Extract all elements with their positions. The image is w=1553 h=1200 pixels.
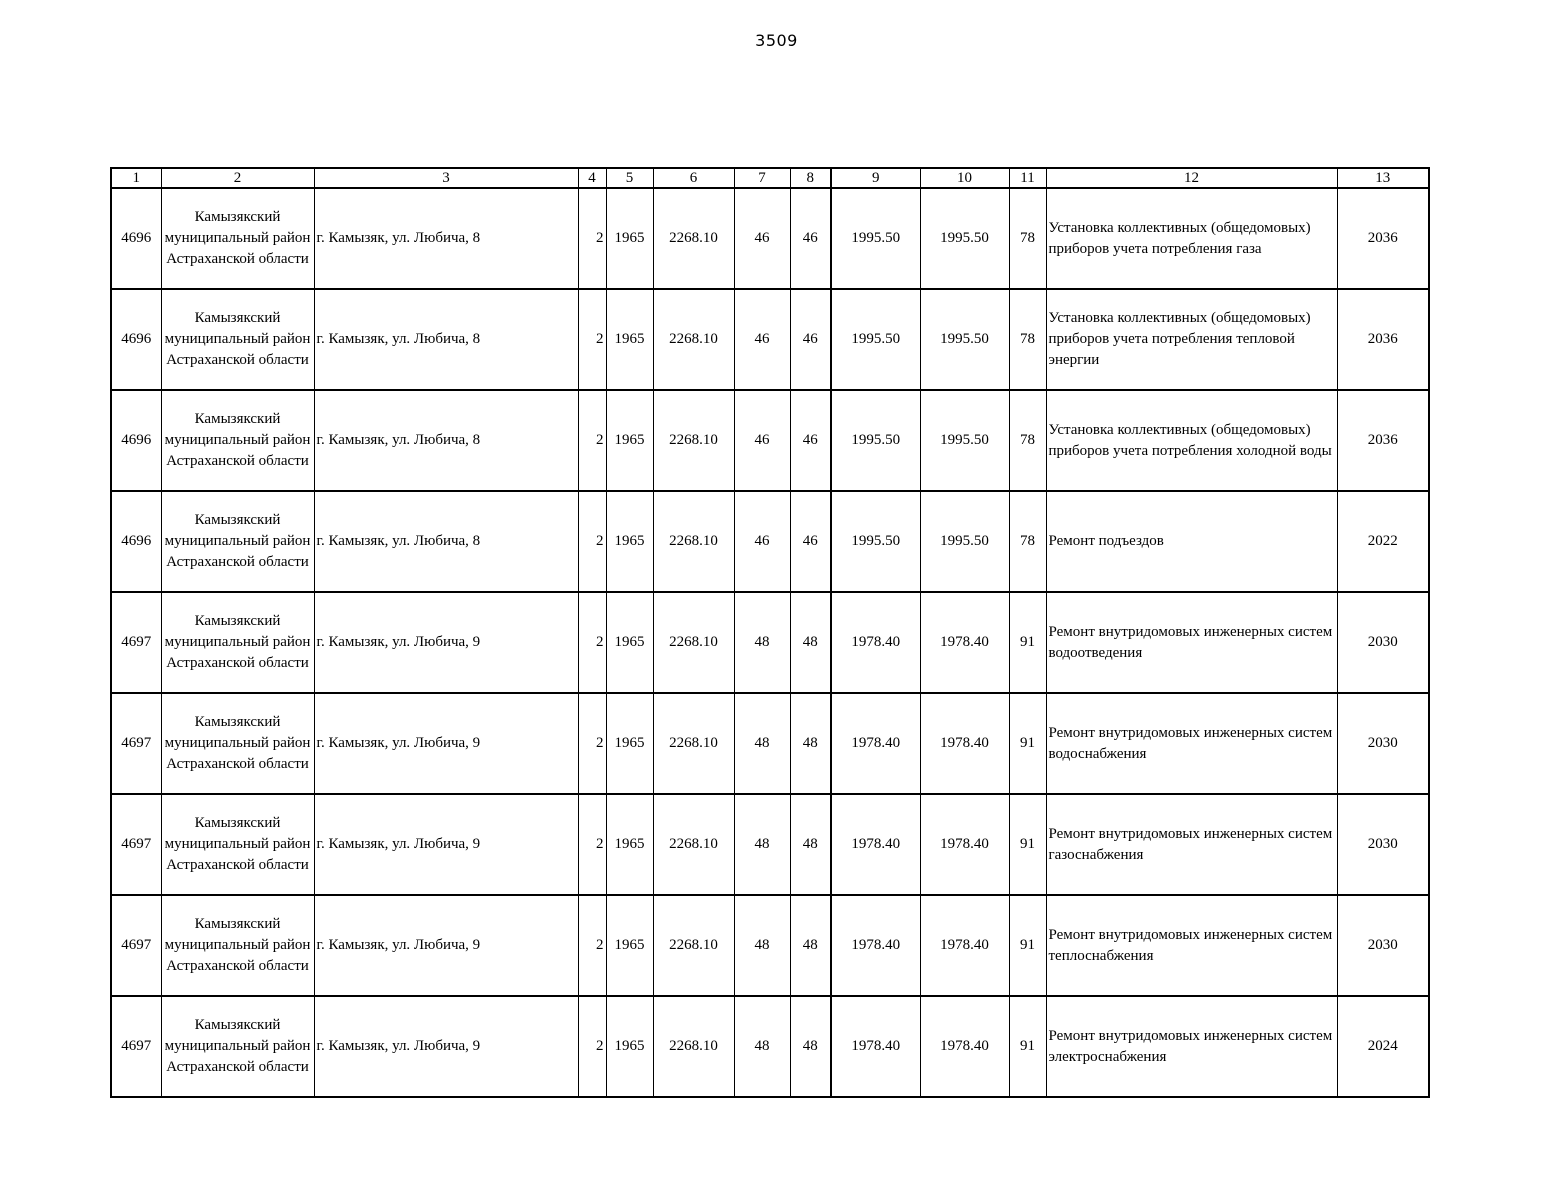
row-number-cell: 4696 [111,390,161,491]
row-number-cell: 4697 [111,996,161,1097]
work-type-cell: Ремонт внутридомовых инженерных систем электроснабжения [1046,996,1337,1097]
municipality-cell: Камызякский муниципальный район Астраханской области [161,289,314,390]
address-cell: г. Камызяк, ул. Любича, 8 [314,390,578,491]
column-9-cell: 1995.50 [831,390,920,491]
column-7-cell: 46 [734,289,790,390]
floors-cell: 2 [578,794,606,895]
municipality-cell: Камызякский муниципальный район Астраханской области [161,895,314,996]
year-built-cell: 1965 [606,491,653,592]
table-row [111,592,1429,693]
floors-cell: 2 [578,592,606,693]
row-number-cell: 4696 [111,188,161,289]
address-cell: г. Камызяк, ул. Любича, 8 [314,289,578,390]
column-11-cell: 91 [1009,592,1046,693]
column-header: 8 [790,168,831,188]
column-8-cell: 48 [790,693,831,794]
capital-repair-table [110,167,1430,1098]
floors-cell: 2 [578,693,606,794]
plan-year-cell: 2030 [1337,693,1429,794]
page-number: 3509 [755,31,798,50]
year-built-cell: 1965 [606,592,653,693]
address-cell: г. Камызяк, ул. Любича, 9 [314,794,578,895]
work-type-cell: Ремонт внутридомовых инженерных систем газоснабжения [1046,794,1337,895]
year-built-cell: 1965 [606,895,653,996]
column-10-cell: 1995.50 [920,491,1009,592]
table-row [111,693,1429,794]
row-number-cell: 4696 [111,491,161,592]
column-7-cell: 48 [734,895,790,996]
column-9-cell: 1978.40 [831,592,920,693]
year-built-cell: 1965 [606,693,653,794]
column-number-header-row [111,168,1429,188]
total-area-cell: 2268.10 [653,390,734,491]
column-7-cell: 48 [734,592,790,693]
column-header: 12 [1046,168,1337,188]
column-7-cell: 46 [734,188,790,289]
floors-cell: 2 [578,996,606,1097]
total-area-cell: 2268.10 [653,794,734,895]
work-type-cell: Ремонт внутридомовых инженерных систем водоснабжения [1046,693,1337,794]
address-cell: г. Камызяк, ул. Любича, 9 [314,592,578,693]
column-header: 4 [578,168,606,188]
column-11-cell: 78 [1009,491,1046,592]
plan-year-cell: 2030 [1337,895,1429,996]
year-built-cell: 1965 [606,794,653,895]
column-header: 13 [1337,168,1429,188]
work-type-cell: Ремонт внутридомовых инженерных систем теплоснабжения [1046,895,1337,996]
total-area-cell: 2268.10 [653,188,734,289]
address-cell: г. Камызяк, ул. Любича, 9 [314,693,578,794]
municipality-cell: Камызякский муниципальный район Астраханской области [161,794,314,895]
total-area-cell: 2268.10 [653,693,734,794]
column-9-cell: 1995.50 [831,491,920,592]
column-8-cell: 48 [790,592,831,693]
column-8-cell: 46 [790,289,831,390]
year-built-cell: 1965 [606,390,653,491]
column-8-cell: 46 [790,188,831,289]
column-11-cell: 91 [1009,794,1046,895]
municipality-cell: Камызякский муниципальный район Астраханской области [161,188,314,289]
floors-cell: 2 [578,491,606,592]
column-10-cell: 1995.50 [920,390,1009,491]
column-11-cell: 78 [1009,289,1046,390]
column-header: 10 [920,168,1009,188]
column-8-cell: 46 [790,491,831,592]
column-8-cell: 48 [790,794,831,895]
column-9-cell: 1978.40 [831,693,920,794]
column-8-cell: 48 [790,996,831,1097]
column-7-cell: 46 [734,390,790,491]
column-header: 11 [1009,168,1046,188]
row-number-cell: 4697 [111,794,161,895]
plan-year-cell: 2036 [1337,188,1429,289]
work-type-cell: Установка коллективных (общедомовых) приборов учета потребления холодной воды [1046,390,1337,491]
work-type-cell: Установка коллективных (общедомовых) приборов учета потребления тепловой энергии [1046,289,1337,390]
municipality-cell: Камызякский муниципальный район Астраханской области [161,693,314,794]
column-header: 7 [734,168,790,188]
municipality-cell: Камызякский муниципальный район Астраханской области [161,996,314,1097]
floors-cell: 2 [578,390,606,491]
column-10-cell: 1978.40 [920,895,1009,996]
row-number-cell: 4696 [111,289,161,390]
address-cell: г. Камызяк, ул. Любича, 8 [314,188,578,289]
column-7-cell: 48 [734,693,790,794]
column-header: 1 [111,168,161,188]
column-8-cell: 46 [790,390,831,491]
table-row [111,390,1429,491]
table-row [111,491,1429,592]
total-area-cell: 2268.10 [653,895,734,996]
column-header: 5 [606,168,653,188]
column-9-cell: 1995.50 [831,289,920,390]
column-10-cell: 1978.40 [920,592,1009,693]
municipality-cell: Камызякский муниципальный район Астраханской области [161,390,314,491]
column-7-cell: 48 [734,996,790,1097]
plan-year-cell: 2022 [1337,491,1429,592]
year-built-cell: 1965 [606,996,653,1097]
column-10-cell: 1995.50 [920,188,1009,289]
plan-year-cell: 2030 [1337,794,1429,895]
total-area-cell: 2268.10 [653,996,734,1097]
municipality-cell: Камызякский муниципальный район Астраханской области [161,592,314,693]
column-11-cell: 78 [1009,188,1046,289]
column-9-cell: 1978.40 [831,895,920,996]
total-area-cell: 2268.10 [653,491,734,592]
floors-cell: 2 [578,188,606,289]
column-10-cell: 1978.40 [920,693,1009,794]
column-7-cell: 48 [734,794,790,895]
column-7-cell: 46 [734,491,790,592]
column-10-cell: 1978.40 [920,794,1009,895]
column-header: 6 [653,168,734,188]
address-cell: г. Камызяк, ул. Любича, 9 [314,996,578,1097]
total-area-cell: 2268.10 [653,592,734,693]
column-11-cell: 78 [1009,390,1046,491]
address-cell: г. Камызяк, ул. Любича, 8 [314,491,578,592]
year-built-cell: 1965 [606,188,653,289]
table-row [111,188,1429,289]
plan-year-cell: 2036 [1337,289,1429,390]
row-number-cell: 4697 [111,693,161,794]
column-header: 2 [161,168,314,188]
plan-year-cell: 2036 [1337,390,1429,491]
column-9-cell: 1978.40 [831,794,920,895]
floors-cell: 2 [578,895,606,996]
plan-year-cell: 2030 [1337,592,1429,693]
column-header: 3 [314,168,578,188]
work-type-cell: Установка коллективных (общедомовых) приборов учета потребления газа [1046,188,1337,289]
row-number-cell: 4697 [111,592,161,693]
column-10-cell: 1978.40 [920,996,1009,1097]
municipality-cell: Камызякский муниципальный район Астраханской области [161,491,314,592]
table-row [111,895,1429,996]
total-area-cell: 2268.10 [653,289,734,390]
year-built-cell: 1965 [606,289,653,390]
column-9-cell: 1995.50 [831,188,920,289]
column-9-cell: 1978.40 [831,996,920,1097]
column-8-cell: 48 [790,895,831,996]
table-row [111,794,1429,895]
row-number-cell: 4697 [111,895,161,996]
column-11-cell: 91 [1009,693,1046,794]
address-cell: г. Камызяк, ул. Любича, 9 [314,895,578,996]
column-10-cell: 1995.50 [920,289,1009,390]
table-row [111,996,1429,1097]
table-row [111,289,1429,390]
plan-year-cell: 2024 [1337,996,1429,1097]
work-type-cell: Ремонт подъездов [1046,491,1337,592]
column-11-cell: 91 [1009,996,1046,1097]
column-11-cell: 91 [1009,895,1046,996]
column-header: 9 [831,168,920,188]
floors-cell: 2 [578,289,606,390]
work-type-cell: Ремонт внутридомовых инженерных систем водоотведения [1046,592,1337,693]
